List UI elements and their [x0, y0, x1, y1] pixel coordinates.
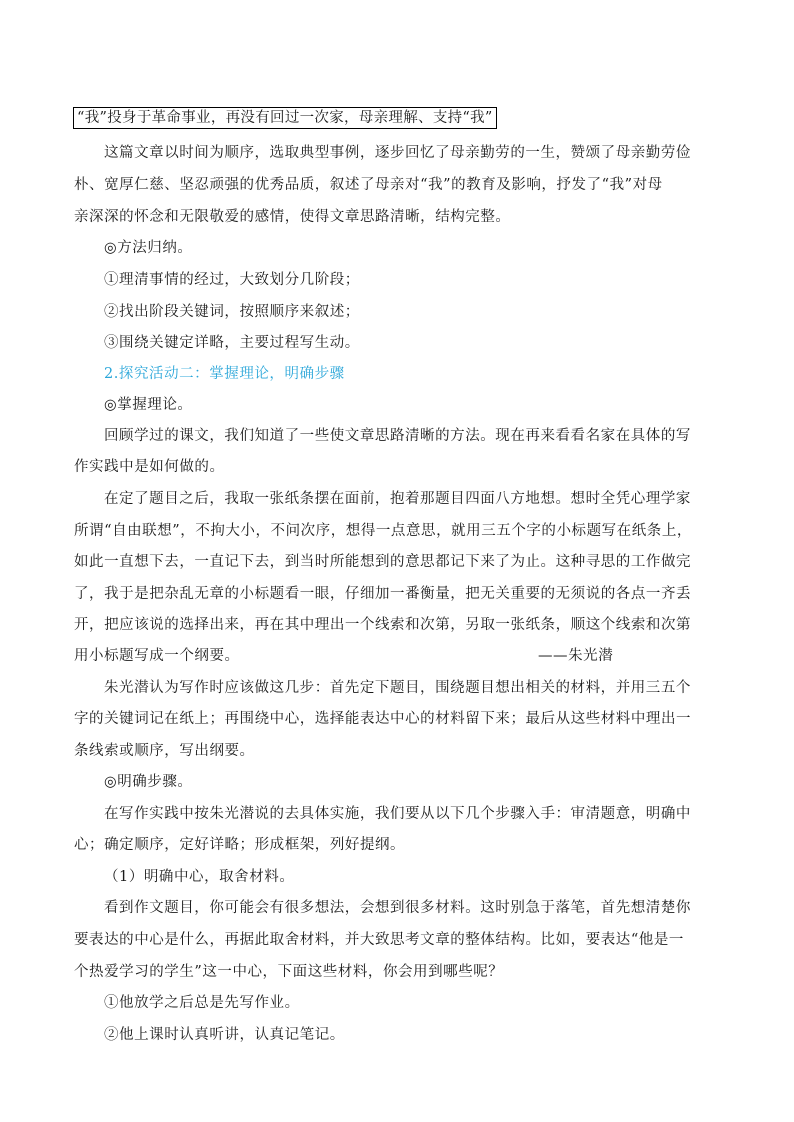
step1-line-1: 看到作文题目，你可能会有很多想法，会想到很多材料。这时别急于落笔，首先想清楚你: [104, 900, 691, 916]
method-item-3: ③围绕关键定详略，主要过程写生动。: [104, 335, 360, 351]
steps-heading: ◎明确步骤。: [104, 774, 193, 790]
summary-line-2: 朴、宽厚仁慈、坚忍顽强的优秀品质，叙述了母亲对“我”的教育及影响，抒发了“我”对母: [74, 177, 663, 193]
quote-line-3: 如此一直想下去，一直记下去，到当时所能想到的意思都记下来了为止。这种寻思的工作做完: [74, 554, 692, 570]
quote-line-5: 开，把应该说的选择出来，再在其中理出一个线索和次第，另取一张纸条，顺这个线索和次第: [74, 617, 692, 633]
method-item-2: ②找出阶段关键词，按照顺序来叙述；: [104, 304, 360, 320]
step1-line-3: 个热爱学习的学生”这一中心，下面这些材料，你会用到哪些呢？: [74, 964, 504, 980]
quote-line-2: 所谓“自由联想”，不拘大小，不问次序，想得一点意思，就用三五个字的小标题写在纸条上，: [74, 523, 692, 539]
quote-author: ——朱光潜: [538, 648, 614, 664]
review-line-1: 回顾学过的课文，我们知道了一些使文章思路清晰的方法。现在再来看看名家在具体的写: [104, 428, 691, 444]
theory-heading: ◎掌握理论。: [104, 397, 193, 413]
zhu-view-line-3: 条线索或顺序，写出纲要。: [74, 743, 255, 759]
zhu-view-line-1: 朱光潜认为写作时应该做这几步：首先定下题目，围绕题目想出相关的材料，并用三五个: [104, 680, 691, 696]
material-item-2: ②他上课时认真听讲，认真记笔记。: [104, 1027, 345, 1043]
review-line-2: 作实践中是如何做的。: [74, 459, 225, 475]
summary-line-1: 这篇文章以时间为顺序，选取典型事例，逐步回忆了母亲勤劳的一生，赞颂了母亲勤劳俭: [104, 145, 691, 161]
steps-line-2: 心；确定顺序，定好详略；形成框架，列好提纲。: [74, 837, 406, 853]
activity-heading: 2.探究活动二：掌握理论，明确步骤: [104, 366, 345, 382]
method-heading: ◎方法归纳。: [104, 240, 193, 256]
step1-heading: （1）明确中心，取舍材料。: [104, 869, 295, 885]
quote-line-6: 用小标题写成一个纲要。: [74, 648, 240, 664]
material-item-1: ①他放学之后总是先写作业。: [104, 995, 300, 1011]
method-item-1: ①理清事情的经过，大致划分几阶段；: [104, 272, 360, 288]
quote-line-1: 在定了题目之后，我取一张纸条摆在面前，抱着那题目四面八方地想。想时全凭心理学家: [104, 491, 691, 507]
steps-line-1: 在写作实践中按朱光潜说的去具体实施，我们要从以下几个步骤入手：审清题意，明确中: [104, 806, 691, 822]
step1-line-2: 要表达的中心是什么，再据此取舍材料，并大致思考文章的整体结构。比如，要表达“他是一: [74, 932, 684, 948]
boxed-summary-line: “我”投身于革命事业，再没有回过一次家，母亲理解、支持“我”: [73, 107, 497, 129]
summary-line-3: 亲深深的怀念和无限敬爱的感情，使得文章思路清晰，结构完整。: [74, 209, 511, 225]
zhu-view-line-2: 字的关键词记在纸上；再围绕中心，选择能表达中心的材料留下来；最后从这些材料中理出一: [74, 711, 692, 727]
quote-line-4: 了，我于是把杂乱无章的小标题看一眼，仔细加一番衡量，把无关重要的无须说的各点一齐丢: [74, 586, 692, 602]
